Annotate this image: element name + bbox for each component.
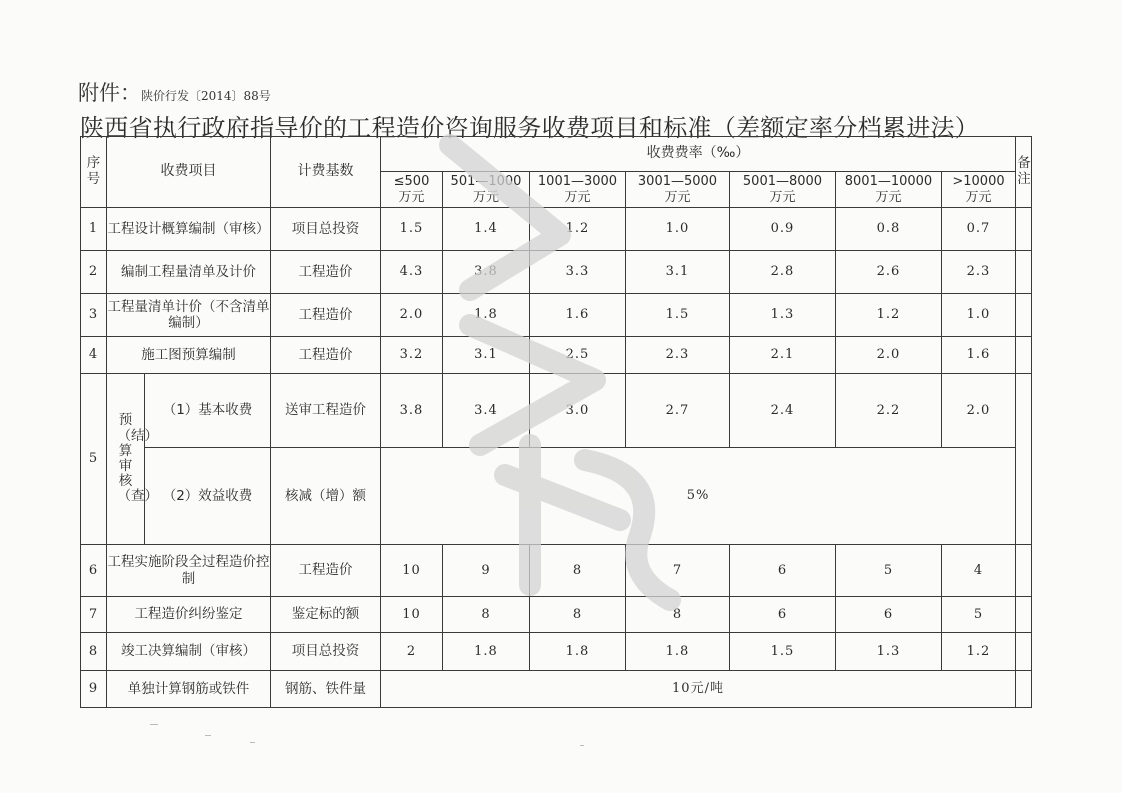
seq-cell: 1 [81,208,107,251]
rate-cell: 8 [530,597,626,633]
base-cell: 核减（增）额 [271,448,381,545]
header-item: 收费项目 [107,137,271,208]
range-bound: 8001—10000 [844,173,933,189]
rate-cell: 1.5 [381,208,443,251]
note-cell [1016,294,1032,337]
note-cell [1016,597,1032,633]
rate-cell: 9 [443,545,530,597]
rate-cell: 1.5 [626,294,730,337]
rate-cell: 1.6 [942,337,1016,374]
item-cell: 编制工程量清单及计价 [107,251,271,294]
item-cell: （1）基本收费 [145,374,271,448]
rate-cell: 1.6 [530,294,626,337]
seq-cell: 3 [81,294,107,337]
rate-cell: 2.0 [942,374,1016,448]
header-range-cell [443,172,530,208]
rate-cell: 1.8 [443,294,530,337]
rate-cell: 7 [626,545,730,597]
rate-cell: 2.4 [730,374,836,448]
rate-cell: 6 [836,597,942,633]
rate-cell: 2.8 [730,251,836,294]
document-title: 陕西省执行政府指导价的工程造价咨询服务收费项目和标准（差额定率分档累进法） [80,114,980,142]
rate-cell: 1.2 [836,294,942,337]
rate-cell: 2.3 [626,337,730,374]
header-seq: 序号 [81,137,107,208]
range-unit: 万元 [769,189,796,205]
rate-cell: 2.3 [942,251,1016,294]
table-row [81,448,1032,545]
note-cell [1016,374,1032,545]
rate-merged-cell: 5% [381,448,1016,545]
rate-cell: 5 [942,597,1016,633]
rate-cell: 2.1 [730,337,836,374]
range-unit: 万元 [965,189,992,205]
range-unit: 万元 [472,189,499,205]
header-range-cell [381,172,443,208]
table-row [81,208,1032,251]
base-cell: 送审工程造价 [271,374,381,448]
rate-cell: 5 [836,545,942,597]
rate-cell: 1.0 [626,208,730,251]
attachment-label: 附件： [78,81,141,105]
group-cell [107,374,158,545]
document-reference: 陕价行发〔2014〕88号 [141,89,271,103]
table-row [81,374,1032,448]
attachment-header [78,77,271,107]
scan-speck [150,724,158,725]
rate-merged-cell: 10元/吨 [381,671,1016,708]
scan-speck [205,735,211,736]
rate-cell: 1.4 [443,208,530,251]
header-base: 计费基数 [271,137,381,208]
table-row [81,597,1032,633]
rate-cell: 10 [381,545,443,597]
rate-cell: 2.6 [836,251,942,294]
note-cell [1016,251,1032,294]
item-cell: 工程实施阶段全过程造价控制 [107,545,271,597]
base-cell: 工程造价 [271,545,381,597]
rate-cell: 3.1 [626,251,730,294]
header-range-cell [626,172,730,208]
seq-cell: 6 [81,545,107,597]
base-cell: 工程造价 [271,251,381,294]
table-row [81,294,1032,337]
header-range-cell [836,172,942,208]
seq-cell: 9 [81,671,107,708]
base-cell: 项目总投资 [271,208,381,251]
rate-cell: 0.7 [942,208,1016,251]
rate-cell: 8 [443,597,530,633]
range-bound: 3001—5000 [637,173,718,189]
rate-cell: 3.4 [443,374,530,448]
rate-cell: 3.2 [381,337,443,374]
range-bound: 1001—3000 [537,173,618,189]
note-cell [1016,337,1032,374]
base-cell: 工程造价 [271,294,381,337]
rate-cell: 6 [730,545,836,597]
group-label: 预（结）算审核（查） [117,412,158,505]
rate-cell: 3.1 [443,337,530,374]
rate-cell: 6 [730,597,836,633]
rate-cell: 0.8 [836,208,942,251]
item-cell: 工程造价纠纷鉴定 [107,597,271,633]
rate-cell: 4 [942,545,1016,597]
rate-cell: 2.5 [530,337,626,374]
rate-cell: 3.0 [530,374,626,448]
rate-cell: 2 [381,633,443,671]
item-cell: 竣工决算编制（审核） [107,633,271,671]
rate-cell: 4.3 [381,251,443,294]
table-row [81,251,1032,294]
range-unit: 万元 [564,189,591,205]
rate-cell: 1.3 [730,294,836,337]
rate-cell: 0.9 [730,208,836,251]
rate-cell: 1.5 [730,633,836,671]
rate-cell: 2.2 [836,374,942,448]
rate-cell: 1.8 [626,633,730,671]
note-cell [1016,633,1032,671]
seq-cell: 7 [81,597,107,633]
seq-cell: 2 [81,251,107,294]
note-cell [1016,671,1032,708]
rate-cell: 1.8 [530,633,626,671]
table-body [81,137,1032,708]
item-cell: （2）效益收费 [145,448,271,545]
header-row [81,137,1032,172]
rate-cell: 8 [626,597,730,633]
base-cell: 项目总投资 [271,633,381,671]
rate-cell: 1.3 [836,633,942,671]
rate-cell: 2.0 [836,337,942,374]
rate-cell: 3.8 [381,374,443,448]
rate-cell: 10 [381,597,443,633]
rate-cell: 1.2 [942,633,1016,671]
item-cell: 工程量清单计价（不含清单编制） [107,294,271,337]
range-bound: ≤500 [393,173,430,189]
table-row [81,671,1032,708]
header-note: 备注 [1016,137,1032,208]
header-rate: 收费费率（‰） [381,137,1016,172]
scan-speck [250,742,255,743]
rate-cell: 3.3 [530,251,626,294]
note-cell [1016,208,1032,251]
base-cell: 钢筋、铁件量 [271,671,381,708]
header-range-cell [730,172,836,208]
seq-cell: 5 [81,374,107,545]
rate-cell: 8 [530,545,626,597]
fee-standard-table [80,136,1032,708]
rate-cell: 1.0 [942,294,1016,337]
table-row [81,633,1032,671]
header-range-cell [942,172,1016,208]
base-cell: 工程造价 [271,337,381,374]
rate-cell: 3.8 [443,251,530,294]
seq-cell: 4 [81,337,107,374]
scan-speck [580,745,584,746]
rate-cell: 2.0 [381,294,443,337]
item-cell: 施工图预算编制 [107,337,271,374]
header-range-cell [530,172,626,208]
range-bound: 5001—8000 [742,173,823,189]
range-unit: 万元 [664,189,691,205]
seq-cell: 8 [81,633,107,671]
rate-cell: 1.2 [530,208,626,251]
rate-cell: 2.7 [626,374,730,448]
range-unit: 万元 [875,189,902,205]
note-cell [1016,545,1032,597]
item-cell: 单独计算钢筋或铁件 [107,671,271,708]
table-row [81,545,1032,597]
range-bound: >10000 [952,173,1005,189]
range-bound: 501—1000 [450,173,522,189]
base-cell: 鉴定标的额 [271,597,381,633]
range-unit: 万元 [398,189,425,205]
table-row [81,337,1032,374]
rate-cell: 1.8 [443,633,530,671]
item-cell: 工程设计概算编制（审核） [107,208,271,251]
